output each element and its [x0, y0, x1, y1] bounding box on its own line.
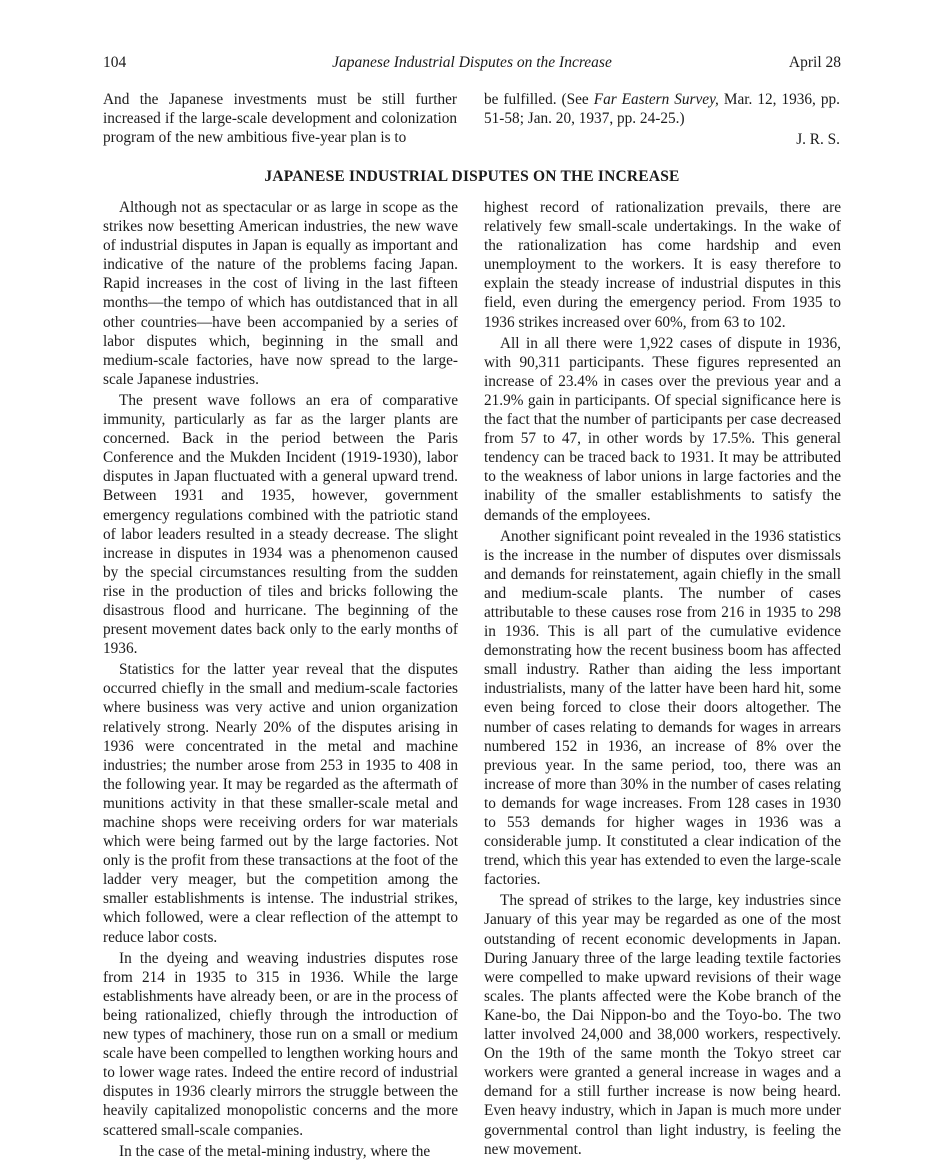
paragraph-key-industries: The spread of strikes to the large, key industries since January of this year may be regarded as one of the most outstanding of recent economic developments in Japan. During January three of the large leading textile factories were compelled to make upward revisions of their wage scales. The plants affected were the Kobe branch of the Kane-bo, the Dai Nippon-bo and the Toyo-bo. The two latter involved 24,000 and 38,000 workers, respectively. On the 19th of the same month the Tokyo street car workers were granted a general increase in wages and a demand for a still further increase is now being heard. Even heavy industry, which in Japan is much more under governmental control than light industry, is feeling the new movement. — [484, 892, 841, 1158]
previous-article-right-column — [484, 90, 840, 149]
author-initials: J. R. S. — [796, 131, 840, 149]
paragraph-history: The present wave follows an era of comparative immunity, particularly as far as the larger plants are concerned. Back in the period between the Paris Conference and the Mukden Incident (1919-1930), labor disputes in Japan fluctuated with a general upward trend. Between 1931 and 1935, however, government emergency regulations combined with the patriotic stand of labor leaders resulted in a steady decrease. The slight increase in disputes in 1934 was a phenomenon caused by the special circumstances resulting from the sudden rise in the production of tiles and bricks following the disastrous flood and hurricane. The beginning of the present movement dates back only to the early months of 1936. — [103, 391, 458, 658]
paragraph-dismissals: Another significant point revealed in the 1936 statistics is the increase in the number of disputes over dismissals and demands for reinstatement, again chiefly in the small and medium-scale plants. The number of cases attributable to these causes rose from 216 in 1935 to 298 in 1936. This is all part of the cumulative evidence demonstrating how the recent business boom has affected small industry. Rather than aiding the less important industrialists, many of the latter have been hard hit, some even being forced to close their doors altogether. The number of cases relating to demands for wages in arrears numbered 152 in 1936, an increase of 8% over the previous year. In the same period, too, there was an increase of more than 30% in the number of cases relating to demands for wage increases. From 128 cases in 1930 to 553 demands for higher wages in 1936 was a considerable jump. It constituted a clear indication of the trend, which this year has extended to even the large-scale factories. — [484, 527, 841, 889]
paragraph-dyeing-weaving: In the dyeing and weaving industries disputes rose from 214 in 1935 to 315 in 1936. While the large establishments have already been, or are in the process of being rationalized, chiefly through the introduction of new types of machinery, those run on a small or medium scale have been compelled to lengthen working hours and to lower wage rates. Indeed the entire record of industrial disputes in 1936 clearly mirrors the struggle between the heavily capitalized monopolistic concerns and the more scattered small-scale companies. — [103, 949, 458, 1139]
article-left-column — [103, 198, 458, 1161]
paragraph-totals: All in all there were 1,922 cases of dispute in 1936, with 90,311 participants. These figures represented an increase of 23.4% in cases over the previous year and a 21.9% gain in participants. Of special significance here is the fact that the number of participants per case decreased from 57 to 47, in other words by 17.5%. This general tendency can be traced back to 1931. It may be attributed to the weakness of labor unions in large factories and the inability of the smaller establishments to satisfy the demands of the employees. — [484, 334, 841, 524]
previous-article-left-column — [103, 90, 457, 147]
previous-article-text-right — [484, 90, 840, 128]
citation-pages: Mar. 12, 1936, pp. 51-58; Jan. 20, 1937, pp. 24-25.) — [484, 91, 840, 128]
citation-lead: be fulfilled. (See — [484, 91, 594, 108]
previous-article-text-left: And the Japanese investments must be still further increased if the large-scale development and colonization program of the new ambitious five-year plan is to — [103, 91, 457, 147]
citation-journal: Far Eastern Survey, — [593, 91, 719, 108]
running-head — [103, 54, 841, 78]
article-right-column — [484, 198, 841, 1159]
paragraph-intro: Although not as spectacular or as large in scope as the strikes now besetting American industries, the new wave of industrial disputes in Japan is equally as important and indicative of the nature of the problems facing Japan. Rapid increases in the cost of living in the last fifteen months—the tempo of which has outdistanced that in all other countries—have been accompanied by a series of labor disputes which, beginning in the small and medium-scale factories, have now spread to the large-scale Japanese industries. — [103, 199, 458, 388]
issue-date: April 28 — [788, 54, 841, 71]
paragraph-metal-mining-cont: highest record of rationalization prevails, there are relatively few small-scale undertakings. In the wake of the rationalization has come hardship and even unemployment to the workers. It is easy therefore to explain the steady increase of industrial disputes in this field, even during the emergency period. From 1935 to 1936 strikes increased over 60%, from 63 to 102. — [484, 199, 841, 331]
paragraph-statistics: Statistics for the latter year reveal that the disputes occurred chiefly in the small and medium-scale factories where business was very active and union organization relatively strong. Nearly 20% of the disputes arising in 1936 were concentrated in the metal and machine industries; the number arose from 253 in 1935 to 408 in the following year. It may be regarded as the aftermath of munitions activity in that these smaller-scale metal and machine shops were receiving orders for war materials which were being farmed out by the large factories. Not only is the profit from these transactions at the foot of the ladder very meager, but the competition among the smaller establishments is intense. The industrial strikes, which followed, were a clear reflection of the attempt to reduce labor costs. — [103, 661, 458, 946]
running-title: Japanese Industrial Disputes on the Increase — [332, 54, 612, 71]
paragraph-metal-mining-start: In the case of the metal-mining industry, where the — [119, 1142, 431, 1160]
article-title: JAPANESE INDUSTRIAL DISPUTES ON THE INCREASE — [264, 168, 680, 185]
page-number: 104 — [103, 54, 127, 71]
